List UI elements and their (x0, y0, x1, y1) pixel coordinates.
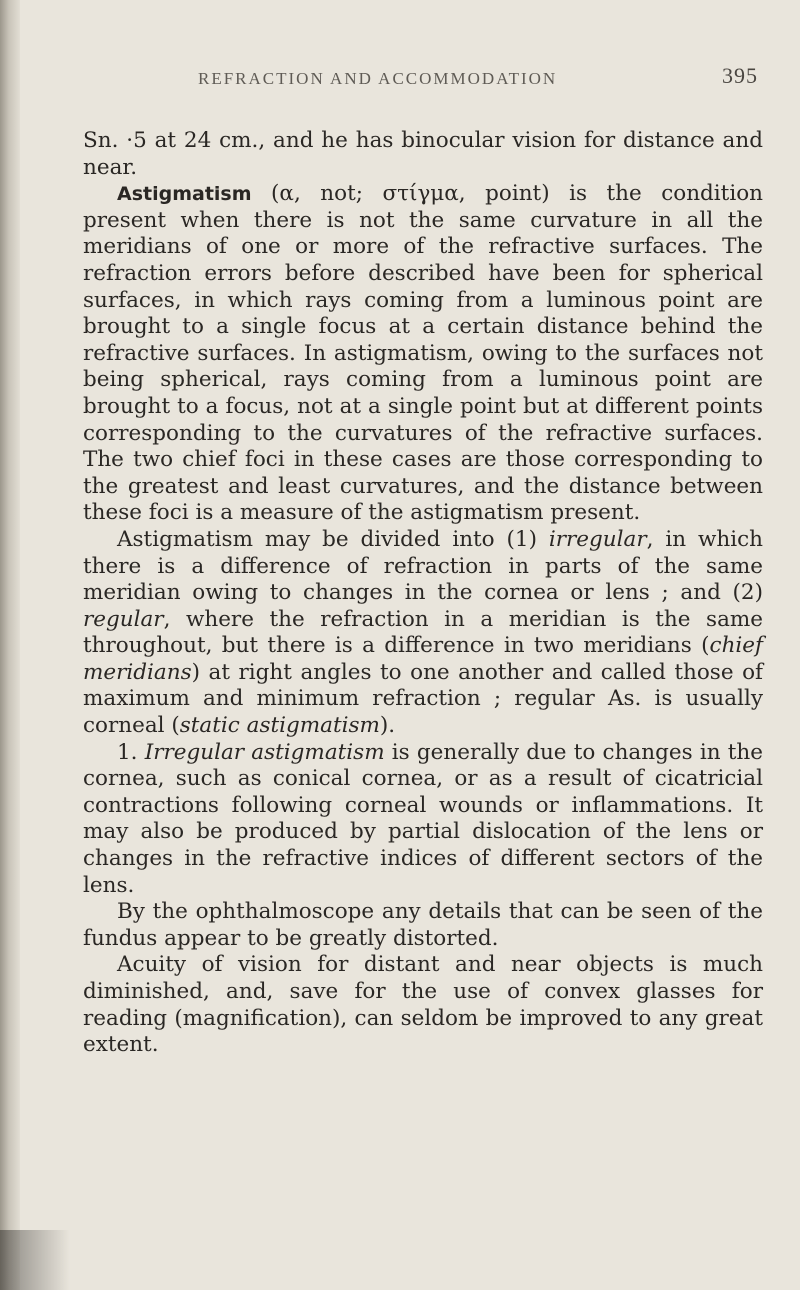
term-astigmatism: Astigmatism (117, 183, 252, 206)
text-run: , in which there is a difference of refraction in parts of the same meridian owing to changes in the cornea or lens ; and (2) (83, 526, 763, 606)
paragraph-acuity (83, 952, 763, 1058)
paragraph-text: By the ophthalmoscope any details that can be seen of the fundus appear to be greatly distorted. (83, 899, 763, 951)
term-chief-meridians: chief meridians (83, 633, 763, 685)
running-header (198, 63, 758, 93)
term-irregular-astigmatism: Irregular astigmatism (144, 739, 385, 765)
paragraph-irregular-astigmatism (83, 740, 763, 900)
paragraph-astigmatism-definition (83, 181, 763, 527)
paragraph-continuation (83, 128, 763, 181)
text-run: is generally due to changes in the cornea, such as conical cornea, or as a result of cicatricial contractions following corneal wounds or inflammations. It may also be produced by partial dislocation of the lens or changes in the refractive indices of different sectors of the lens. (83, 739, 763, 898)
term-regular: regular (83, 606, 164, 632)
paragraph-astigmatism-types (83, 527, 763, 740)
text-run: , where the refraction in a meridian is the same throughout, but there is a difference in two meridians ( (83, 606, 763, 659)
paragraph-ophthalmoscope (83, 899, 763, 952)
text-run: 1. (117, 739, 145, 765)
running-title: REFRACTION AND ACCOMMODATION (198, 69, 558, 88)
book-spine-edge (0, 0, 20, 1290)
term-static-astigmatism: static astigmatism (179, 713, 380, 739)
paragraph-text: Acuity of vision for distant and near objects is much diminished, and, save for the use of convex glasses for reading (magnification), can seldom be improved to any great extent. (83, 952, 763, 1058)
text-run: ) at right angles to one another and called those of maximum and minimum refraction ; regular As. is usually corneal ( (83, 659, 763, 739)
text-run: Astigmatism may be divided into (1) (117, 526, 549, 552)
paragraph-text: Sn. ·5 at 24 cm., and he has binocular vision for distance and near. (83, 128, 763, 180)
paragraph-text: (α, not; στίγμα, point) is the condition present when there is not the same curvature in all the meridians of one or more of the refractive surfaces. The refraction errors before described have been for spherical surfaces, in which rays coming from a luminous point are brought to a single focus at a certain distance behind the refractive surfaces. In astigmatism, owing to the surfaces not being spherical, rays coming from a luminous point are brought to a focus, not at a single point but at different points corresponding to the curvatures of the refractive surfaces. The two chief foci in these cases are those corresponding to the greatest and least curvatures, and the distance between these foci is a measure of the astigmatism present. (83, 181, 763, 526)
text-run: ). (379, 713, 396, 739)
page-number: 395 (722, 63, 758, 88)
book-page (58, 0, 763, 1290)
term-irregular: irregular (548, 526, 647, 552)
body-text (83, 128, 763, 1059)
